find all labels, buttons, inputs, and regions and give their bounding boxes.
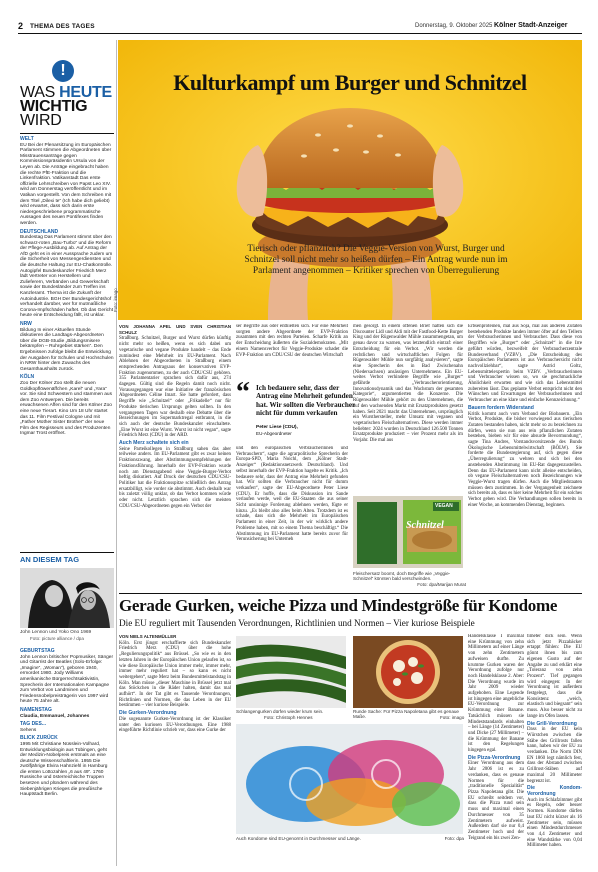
day-of-title: TAG DES...	[20, 721, 47, 728]
lennon-photo-caption: John Lennon und Yoko Ono 1969	[20, 630, 92, 635]
lead-headline: Kulturkampf um Burger und Schnitzel	[173, 70, 527, 95]
section-welt: WELT	[20, 136, 34, 142]
condom-credit: Foto: dpa	[444, 836, 464, 841]
cucumber-credit: Foto: Christoph Hennes	[264, 715, 313, 720]
section-nrw: NRW	[20, 321, 32, 327]
lead-column-3	[353, 324, 463, 494]
pizza-caption: Runde Sache: Für Pizza Napoletana gibt es genaue Maße.	[353, 709, 459, 720]
lead-column-2b	[236, 446, 348, 590]
lead-subhead-bauern: Bauern fordern Widerstand	[468, 404, 534, 411]
condom-caption: Auch Kondome sind EU-genormt in Durchmesser und Länge.	[236, 836, 361, 841]
quote-author: Peter Liese (CDU),	[256, 425, 298, 430]
product-label: Schnitzel	[406, 520, 444, 531]
second-col1b-text: Die sogenannte Gurken-Verordnung ist der Klassiker unter den kuriosen EU-Verordnungen. Eine 1988 eingeführte Richtlinie schrieb vor, dass eine Gurke der	[119, 716, 231, 734]
cucumber-photo	[236, 636, 346, 708]
second-subhead-kondom: Die Kondom-Verordnung	[527, 785, 582, 797]
second-story-rule	[119, 593, 582, 594]
second-deck: Die EU reguliert mit Tausenden Verordnungen, Richtlinien und Normen – Vier kuriose Beispiele	[119, 618, 475, 628]
lead-col1-text: Straßburg. Schnitzel, Burger und Wurst dürfen künftig nicht mehr so heißen, wenn es sich dabei um vegetarische und vegane Produkte handelt – das Ende zumindest eine Mehrheit im EU-Parlament. Nach Ablehnen der Abgeordneten in Straßburg einem entsprechenden Antragsaus der konservativen EVP-Fraktion zugenommen, zu der auch CDU/CSU gehören. 355 Parlamentarier sprachen sich dafür aus, 274 dagegen. Gültig sind die Regeln damit noch nicht. Voraussgegangen war eine Initiative der französischen Abgeordneten Céline Imart. Sie hatte gefordert, dass Begriffe wie „Schnitzel“ oder „Frikadelle“ nur für Produkte tierischen Ursprungs gelten sollten. In den vergangenen Tagen war deshalb eine Debatte über die Bezeichnungen im Supermarktregal entbrannt, in die sich auch der deutsche Bundeskanzler einschaltete. „Eine Wurst ist eine Wurst. Wurst ist nicht vegan“, sagte Friedrich Merz (CDU) in der ARD.	[119, 336, 231, 439]
section-deutschland: DEUTSCHLAND	[20, 228, 59, 235]
sidebar-divider	[116, 40, 117, 866]
history-title: BLICK ZURÜCK	[20, 735, 58, 742]
second-subhead-grill: Die Grill-Verordnung	[527, 720, 577, 727]
vegan-badge: VEGAN	[435, 503, 453, 509]
lead-subhead-merz: Auch Merz schaltete sich ein	[119, 440, 189, 447]
second-col3-text: Handelsklasse I maximal eine Krümmung von zehn Millimetern auf einer Länge von zehn Zentimetern aufweisen durfte. Zu krumme Gurken waren der Verordnung zufolge nur noch Handelsklasse 2. Aber: Die Verordnung wurde im Jahr 2009 wieder aufgehoben. Eine Legende ist hingegen eine angebliche EU-Verordnung zur Krümmung einer Banane. Tatsächlich müssen sie Mindeststandards einhalten – bei Länge (14 Zentimeter) und Dicke (27 Millimeter) – die Krümmung der Banane ist den Regelungen hingegen egal.	[468, 634, 524, 754]
lead-col3-text: men gesorgt. In einem offenen Brief hatten sich die Discounter Lidl und Aldi mit der Fastfood-Kette Burger King und der Rügenwalder Mühle zusammengetan, um genau davor zu warnen, was letztendlich eintraf: einer Entscheidung für ein Verbot. „Wir werden die rechtlichen und wirtschaftlichen Folgen für Rügenwalder Mühle nun sorgfältig analysieren“, sagte eine Sprecherin des in Bad Zwischenahn (Niedersachsen) ansässigen Unternehmens. Ein EU-weites Verbot verhindere Begriffe wie „Burger“ gefährde „Verbraucherorientierung, Innovationsdynamik und das Wachstum der gesamten Kategorie“, argumentierten die Konzerne. Die Rügenwalder Mühle gehört zu den Unternehmen, die auf den wachsenden Markt mit Ersatzprodukten gesetzt haben. Seit 2021 macht das Unternehmen, ursprünglich ein Wursthersteller, mehr Umsatz mit veganen und vegetarischen Fleischalternativen. Diese werden immer beliebter: 2024 wurden in Deutschland 126.500 Tonnen Ersatzprodukte produziert – vier Prozent mehr als im Vorjahr. Die mal aus	[353, 324, 463, 444]
quote-mark: “	[236, 377, 250, 408]
birthdays-text: John Lennon britischer Popmusiker, Sänger und Gitarrist der Beatles (Solo-Erfolge: „Imagine“, „Woman“), geboren 1940, ermordet 1980. Jody Williams amerikanische Bürgerrechtsaktivistin, Sprecherin der Internationalen Kampagne zum Verbot von Landminen und Friedensnobelpreisträgerin von 1997 wird heute 75 Jahre alt.	[20, 654, 114, 705]
koeln-text: Zoo Der Kölner Zoo stellt die neuen Goldkopflöwenäffchen „Karel“ und „Yara“ vor. Sie sind Schwestern und stammen aus dem Zoo Antwerpen. Die bereits erwachsenen Affen sind für den Kölner Zoo eine neue Tierart. Kino Um 18 Uhr startet das 11. Film Festival Cologne und mit „Father Mother Sister Brother“ der neue Film des Regisseurs und des Produzenten Ingmar Trost eröffnet.	[20, 380, 112, 437]
birthdays-title: GEBURTSTAG	[20, 648, 55, 654]
names-day-title: NAMENSTAG	[20, 706, 52, 713]
lead-deck: Tierisch oder pflanzlich? Die Veggie-Version von Wurst, Burger und Schnitzel soll nicht mehr so heißen dürfen – Ein Antrag wurde nun im Parlament angenommen – Kritiker sprechen von Überregulierung	[244, 244, 508, 276]
lennon-photo-credit: Foto: picture alliance / dpa	[30, 636, 84, 641]
deutschland-text: Bundestag Das Parlament stimmt über den schwarz-roten „Bau-Turbo“ und die Reform der Pflege-Ausbildung ab. Auf Antrag der AfD geht es in einer Aussprache zudem um die Sicherheit von Messengerdiensten und die deutsche Haltung zur EU-Chatkontrolle. Autogipfel Bundeskanzler Friedrich Merz lädt Vertreter von Herstellern und Zulieferern, Verbänden und Gewerkschaft sowie der Bundesländer zum Treffen ins Kanzleramt. Thema ist die Zukunft der Autoindustrie. BGH Der Bundesgerichtshof verhandelt darüber, wer für mutmaßliche Corona-Impfschäden haftet. Ob das Gericht heute eine Entscheidung fällt, ist unklar.	[20, 235, 114, 319]
headline-word-wird: WIRD	[20, 112, 62, 129]
on-this-day-title: AN DIESEM TAG	[20, 555, 80, 564]
headline-word-wichtig: WICHTIG	[20, 98, 88, 115]
second-story-column-4	[527, 634, 582, 866]
on-this-day-rule	[20, 552, 114, 553]
second-story-column-3	[468, 634, 524, 866]
history-text: 1995 Mit Christiane Nüsslein-Volhard, Entwicklungsbiologin aus Tübingen, geht der Medizin-Nobelpreis erstmals an eine deutsche Wissenschaftlerin. 1955 Die zwölfjährige Elvira Hahnziehl in Hamburg die ersten Lottozahlen „6 aus 49“. 1760 Russische und österreichische Truppen besetzen und plündern während des Siebenjährigen Krieges die preußische Hauptstadt Berlin.	[20, 741, 108, 798]
headline-word-heute: HEUTE	[59, 84, 112, 101]
second-col4-text: timeter dick sein. Wenn sich jetzt Pizzabäcker ertappt fühlen: Die EU gönnt ihnen bis zum eigenen Gusto auf der Angabe zu und erklärt eine „Toleranz von zehn Prozent“. Tief gegangen wird eingegen: In der Verordnung ist außerdem festgelegt, dass die Konsistenz „weich, elastisch und biegsam“ sein muss. Also besser nicht zu lange im Ofen lassen.	[527, 634, 582, 719]
second-col3b-text: Einer Verordnung aus dem Jahr 2006 ist es zu verdanken, dass es genaue Normen für die „traditionelle Spezialität“ Pizza Napoletana gibt. Die EU schreibt seitdem vor, dass die Pizza rund sein muss und maximal einen Durchmesser von 35 Zentimetern aufweist. Außerdem darf sie nur 0,4 Zentimeter hoch und der Teigrand ein bis zwei Zen-	[468, 761, 524, 841]
lead-col2b-text: und den europäischen Verbraucherinnen und Verbrauchern“, sagte die agrarpolitische Sprecherin der Europa-SPD, Maria Noichl, dem „Kölner Stadt-Anzeiger“ (Redaktionsnetzwerk Deutschland). Und selbst innerhalb der EVP-Fraktion hagelte es Kritik. „Ich bedauere sehr, dass der Antrag eine Mehrheit gefunden hat. Wir sollten die Verbraucher nicht für dumm verkaufen“, sagte der EU-Abgeordnete Peter Liese (CDU). Er hoffe, dass die Diskussion im Sande verlaufen werde, weil die EU-Staaten die aus seiner Sicht unsinnige Forderung ablehnen werden, fügte er hinzu. „Es bleibt also alles beim Alten. Trotzdem ist es schade, dass sich die Mehrheit im Europäischen Parlament in einer Zeit, in der wir wirklich andere Probleme haben, mit so einem Thema beschäftigt.“ Die Abstimmung im EU-Parlament hatte bereits zuvor für Verunsicherung bei Unterneh	[236, 446, 348, 543]
paper-title: Kölner Stadt-Anzeiger	[494, 22, 568, 29]
nrw-text: Bildung In einer Aktuellen Stunde diskutieren die Landtags-Abgeordneten über die DGB-Studie „Bildungsmisere bekämpfen – Ruhrgebiet stärken“. Den Ergebnissen zufolge bleibt die Entwicklung der Ausgaben für Schulen und Hochschulen in NRW hinter dem Zuwachs des Gesamthaushalts zurück.	[20, 327, 114, 372]
pizza-credit: Foto: imago	[440, 715, 465, 720]
second-byline: VON NIELS ALTENMÜLLER	[119, 634, 177, 639]
lead-column-4	[468, 324, 582, 590]
cucumber-caption: Schlangengurken dürfen wieder krum sein.	[236, 709, 324, 714]
lead-col2-text: ser Begriffe aus oder enthielten sich. Für eine Mehrheit sorgten andere Abgeordnete der EVP-Fraktion zusammen mit den rechten Parteien. Scharfe Kritik an der Entscheidung äußerten die Sozialdemokraten. „Mit einem Namensverbot für Veggie-Produkte schadet die EVP-Fraktion um CDU/CSU der deutschen Wirtschaft	[236, 324, 348, 358]
quote-role: EU-Abgeordneter	[256, 431, 292, 436]
day-of-text: Sehens	[20, 727, 37, 733]
lead-col1b-text: Seine Parteikollegen in Straßburg sahen das aber teilweise anders. Im EU-Parlament gibt es zwar keinen Fraktionszwang, aber Abstimmungsempfehlungen der Fraktionsführung. Innerhalb der EVP-Fraktion wurde noch am Dienstagabend eine Veggie-Burger-Verbot heftig diskutiert. Auf Druck der deutschen CDU/CSU-Politiker hat die Fraktionsspitze schließlich den Antrag ersatzbilligt, wie vorder sie abstimmt. Auch deshalb war bis zuletzt völlig unklar, ob das Verbot kommen würde oder nicht. Letztlich sprachen sich die meisten CDU/CSU-Abgeordneten gegen ein Verbot der	[119, 446, 231, 509]
sidebar-headline	[20, 86, 114, 128]
second-col4b-text: Dass in der EU kein Würstchen zwischen die Stäbe des Grillrosts fallen kann, haben wir der EU zu verdanken. Die Norm DIN EN 1860 legt nämlich fest, dass der Abstand zwischen Grillrost-Stäben auf maximal 20 Millimeter begrenzt ist.	[527, 727, 582, 784]
section-label: THEMA DES TAGES	[30, 23, 95, 30]
hero-photo-credit: Foto: imago	[113, 288, 118, 312]
lead-column-2	[236, 324, 348, 384]
second-col1-text: Köln. Erst jüngst erschaffierte sich Bundeskanzler Friedrich Merz (CDU) über die hohe „Regulierungspolitik“ aus Brüssel. „So wie es in den letzten Jahren in der Europäischen Union gelaufen ist, so wie diese Europäische Union immer mehr, immer mehr, immer mehr reguliert hat – so kann es nicht weitergehen“, sagte Merz beim Bundesmittelstandstag in Köln. Man müsse „dieser Maschine in Brüssel jetzt mal das Stöckchen in die Räder halten, damit das mal aufhört“. In der Tat gibt es Tausende Verordnungen, Richtlinien und Normen, die das Leben in der EU bestimmen – vier kuriose Beispiele.	[119, 640, 231, 709]
lead-col4-text: Erbsenproteinen, mal aus Soja, mal aus anderen Zutaten bestehenden Produkte landen immer öfter auf den Tellern der Verbraucherinnen und Verbraucher. Dass diese von Begriffen wie „Burger“ oder „Schnitzel“ in die Irre geführt würden, bezweifelt der Verbraucherzentrale Bundesverband (VZBV). „Die Entscheidung des Europäischen Parlaments ist aus Verbrauchersicht nicht nachvollziehbar“, sagte Astrid Goltz, Lebensmittelexpertin beim VZBV. „Verbraucherinnen und Verbraucher wissen so, wo sie geschmackliche Ähnlichkeit erwarten und wie sich das Lebensmittel zubereiten lässt. Das geplante Verbot entspricht nicht den Wünschen und Erwartungen der Verbraucherinnen und Verbraucher an eine klare und einfache Kennzeichnung.“	[468, 324, 582, 404]
product-caption: Fleischersatz boomt, doch Begriffe wie „Veggie-Schnitzel“ könnten bald verschwinden.	[353, 571, 451, 582]
header-rule	[18, 33, 582, 34]
lead-byline: VON JOHANNA APEL UND SVEN CHRISTIAN SCHULZ	[119, 324, 231, 335]
second-subhead-gurken: Die Gurken-Verordnung	[119, 710, 177, 717]
second-headline: Gerade Gurken, weiche Pizza und Mindestgröße für Kondome	[119, 596, 558, 615]
issue-date: Donnerstag, 9. Oktober 2025	[415, 23, 493, 29]
condom-photo	[236, 724, 463, 834]
lead-column-1	[119, 324, 231, 590]
important-badge: !	[52, 60, 74, 82]
lennon-ono-photo	[20, 568, 114, 628]
pull-quote: Ich bedauere sehr, dass der Antrag eine Mehrheit gefunden hat. Wir sollten die Verbraucher nicht für dumm verkaufen	[256, 384, 356, 418]
sidebar-news	[20, 134, 114, 550]
welt-text: EU Bei der Plenarsitzung im Europäischen Parlament stimmen die Abgeordneten über Misstrauensanträge gegen Kommissionspräsidentin Ursula von der Leyen ab. Die Anträge eingebracht haben die rechte PfE-Fraktion und die Linkenfraktion. Vatikanstadt Das erste offizielle Lehrschreiben von Papst Leo XIV. wird am Donnerstag veröffentlicht und im Vatikan vorgestellt. Von dem Schreiben mit dem Titel „Dilexi te“ (Ich habe dich geliebt) wird erwartet, dass sich darin erste niedergeschriebene programmatische Aussagen des neuen Pontifexes finden werden.	[20, 142, 112, 226]
headline-word-was: WAS	[20, 84, 55, 101]
names-day-text: Claudia, Emmanuel, Johannes	[20, 713, 90, 719]
lead-col4b-text: Kritik kommt auch vom Verband der Biobauern. „Ein Verbot, Produkte, die bisher vorwiegend aus tierischen Zutaten bestanden haben, nicht mehr so zu bezeichnen zu dürfen, wenn sie nun aus rein pflanzlichen Zutaten bestehen, bieben wir für eine absurde Bevormundung“, sagte Tina Andres, Vorstandsvorsitzende des Bunds Ökologische Lebensmittelwirtschaft (BÖLW). Sie forderte die Bundesregierung auf, sich gegen diese „Überregulierung“ zu wehren und sich bei den anstehenden Abstimmung im EU-Rat dagegenzustellen. Denn das EU-Parlament kann nicht alleine entscheiden, ob vegane Fleischalternativen noch Bezeichnungen wie Veggie-Wurst tragen dürfen. Auch die Mitgliedstaaten müssen dem zustimmen. In der Vergangenheit zeichnete sich bereits ab, dass es hier keine Mehrheit für ein solches Verbot geben wird. Die Verhandlungen sollen bereits in einer Woche, an kommenden Dienstag, beginnen.	[468, 411, 582, 508]
pizza-photo	[353, 636, 463, 708]
product-credit: Foto: dpa/Marijan Murat	[417, 582, 466, 587]
page-number: 2	[18, 21, 24, 31]
second-column-1	[119, 634, 231, 868]
second-subhead-pizza: Die Pizza-Verordnung	[468, 754, 521, 761]
section-koeln: KÖLN	[20, 374, 35, 381]
second-col4c-text: Auch im Schlafzimmer gibt es Regeln, oder besser Normen. Kondome dürfen laut EU nicht kürzer als 16 Zentimeter sein, müssen einen Mindestdurchmesser von 4,4 Zentimeter und eine Wandstärke von 0,04 Millimeter haben.	[527, 797, 582, 849]
sidebar-calendar	[20, 646, 114, 866]
